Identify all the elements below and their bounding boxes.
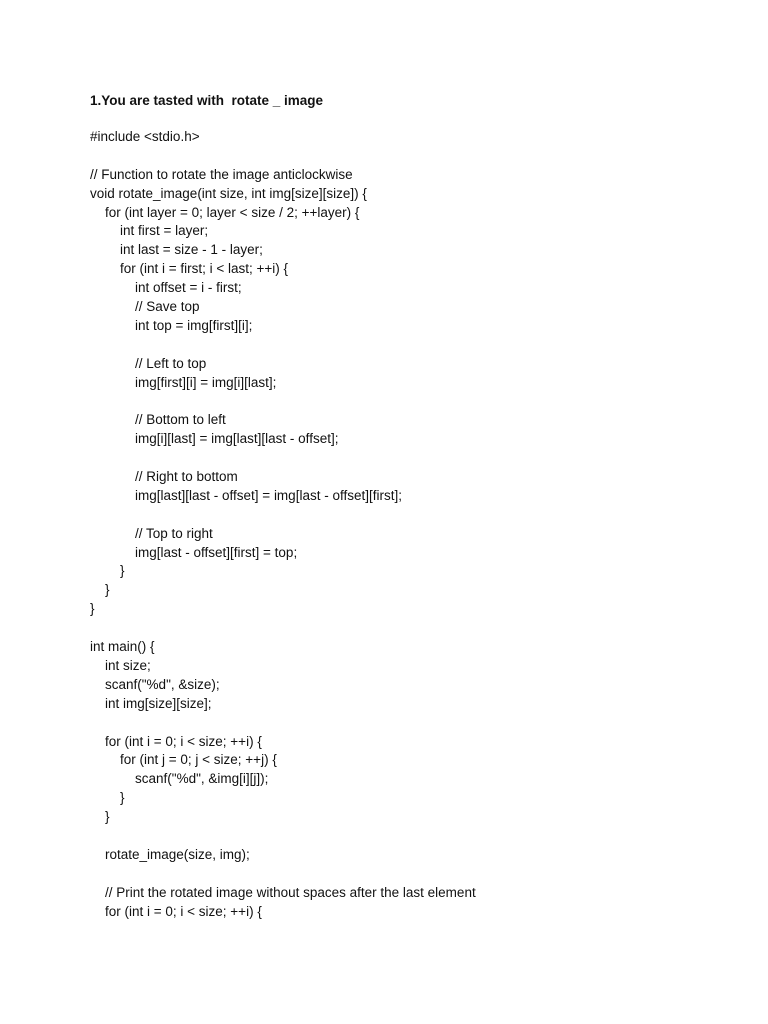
code-line: img[i][last] = img[last][last - offset]; (90, 431, 339, 447)
code-line: // Bottom to left (90, 412, 226, 428)
code-line: } (90, 582, 110, 598)
code-line: for (int layer = 0; layer < size / 2; ++layer) { (90, 204, 360, 220)
code-line: #include <stdio.h> (90, 129, 200, 144)
code-line: } (90, 563, 125, 579)
code-line: int img[size][size]; (90, 695, 212, 711)
code-line: scanf("%d", &img[i][j]); (90, 771, 269, 787)
code-line: int size; (90, 657, 151, 673)
code-line: // Print the rotated image without spaces after the last element (90, 884, 476, 900)
code-line: // Top to right (90, 525, 213, 541)
code-line: img[first][i] = img[i][last]; (90, 374, 277, 390)
code-line (90, 714, 476, 733)
code-line: rotate_image(size, img); (90, 846, 250, 862)
code-line: // Function to rotate the image anticlockwise (90, 166, 353, 182)
document-heading: 1.You are tasted with rotate _ image (90, 93, 324, 108)
code-line: int top = img[first][i]; (90, 317, 253, 333)
code-line: img[last - offset][first] = top; (90, 544, 298, 560)
code-line (90, 392, 476, 411)
code-line (90, 865, 476, 884)
code-line: scanf("%d", &size); (90, 676, 220, 692)
code-line: for (int j = 0; j < size; ++j) { (90, 752, 277, 768)
code-block (90, 128, 476, 921)
code-line: for (int i = 0; i < size; ++i) { (90, 903, 262, 919)
code-line (90, 827, 476, 846)
code-line: // Save top (90, 299, 200, 315)
code-line: int first = layer; (90, 223, 209, 239)
code-line (90, 147, 476, 166)
code-line: // Right to bottom (90, 469, 238, 485)
code-line: void rotate_image(int size, int img[size][size]) { (90, 185, 367, 201)
code-line (90, 449, 476, 468)
code-line: // Left to top (90, 355, 207, 371)
code-line: for (int i = first; i < last; ++i) { (90, 261, 289, 277)
code-line: } (90, 809, 110, 825)
code-line: } (90, 790, 125, 806)
code-line: } (90, 601, 95, 617)
code-line: for (int i = 0; i < size; ++i) { (90, 733, 262, 749)
code-line: int main() { (90, 639, 155, 655)
code-line (90, 619, 476, 638)
code-line (90, 336, 476, 355)
code-line: int last = size - 1 - layer; (90, 242, 263, 258)
code-line: int offset = i - first; (90, 280, 242, 296)
code-line (90, 506, 476, 525)
code-line: img[last][last - offset] = img[last - offset][first]; (90, 487, 402, 503)
